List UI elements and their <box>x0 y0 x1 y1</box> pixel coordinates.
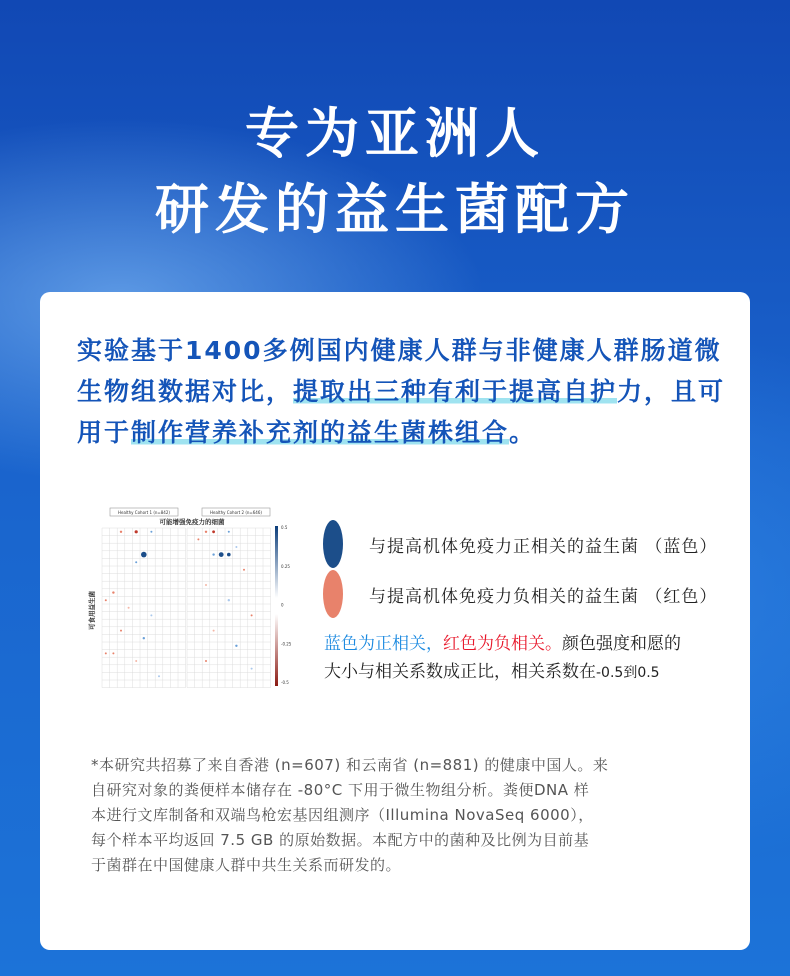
heatmap-svg <box>84 502 296 692</box>
intro-text-1: 实验基于1400多例国内健康人群与非健康人群肠道微生物组数据对比， <box>77 336 722 406</box>
intro-paragraph <box>77 330 727 453</box>
content-card <box>40 292 750 950</box>
color-note-red: 红色为负相关。 <box>443 634 562 654</box>
colorbar-tick-label: 0 <box>281 602 284 608</box>
heatmap-dot <box>251 614 253 616</box>
legend-positive <box>323 520 717 568</box>
colorbar-tick-label: -0.25 <box>281 641 292 647</box>
heatmap-dot <box>150 614 152 616</box>
heatmap-dot <box>112 591 114 593</box>
footnote-line-4: 每个样本平均返回 7.5 GB 的原始数据。本配方中的菌种及比例为目前基 <box>91 831 590 849</box>
heatmap-dot <box>135 561 137 563</box>
footnote-line-3: 本进行文库制备和双端鸟枪宏基因组测序（Illumina NovaSeq 6000）， <box>91 806 594 824</box>
heatmap-ylabel: 可食用益生菌 <box>88 591 96 630</box>
color-note-rest-1: 颜色强度和愿的 <box>562 634 681 654</box>
heatmap-dot <box>205 584 207 586</box>
color-note-rest-2: 大小与相关系数成正比，相关系数在 <box>324 662 596 682</box>
heatmap-dot <box>205 660 207 662</box>
heatmap-dot <box>213 630 215 632</box>
legend-negative-dot <box>323 570 343 618</box>
color-note-range: -0.5到0.5 <box>596 665 660 681</box>
heatmap-dot <box>227 553 231 557</box>
hero-title-line-2: 研发的益生菌配方 <box>155 178 635 241</box>
color-note-blue: 蓝色为正相关， <box>324 634 443 654</box>
heatmap-dot <box>120 630 122 632</box>
intro-text-3: 。 <box>509 418 537 447</box>
heatmap-dot <box>235 645 237 647</box>
legend-negative-text: 与提高机体免疫力负相关的益生菌 （红色） <box>369 586 718 607</box>
legend-negative <box>323 570 717 618</box>
panel-1-label: Healthy Cohort 1 (n=842) <box>118 510 170 515</box>
hero-title <box>0 96 790 248</box>
heatmap-dot <box>243 569 245 571</box>
intro-text-2: 力，且可用于 <box>77 377 726 447</box>
heatmap-dot <box>197 538 199 540</box>
legend-positive-text: 与提高机体免疫力正相关的益生菌 （蓝色） <box>369 536 718 557</box>
heatmap-dot <box>105 599 107 601</box>
heatmap-dot <box>205 531 207 533</box>
heatmap-dot <box>135 660 137 662</box>
footnote-line-5: 于菌群在中国健康人群中共生关系而研发的。 <box>91 856 402 874</box>
correlation-heatmap <box>84 502 296 692</box>
colorbar-tick-label: -0.5 <box>281 680 289 685</box>
heatmap-dot <box>235 546 237 548</box>
heatmap-dot <box>143 637 145 639</box>
heatmap-dot <box>219 552 224 557</box>
heatmap-panel-1 <box>102 528 186 688</box>
heatmap-dot <box>112 652 114 654</box>
color-note <box>324 630 724 687</box>
panel-2-label: Healthy Cohort 2 (n=646) <box>210 510 262 515</box>
footnote-line-1: *本研究共招募了来自香港 (n=607) 和云南省 (n=881) 的健康中国人。来 <box>91 756 609 774</box>
heatmap-panel-2 <box>187 528 271 688</box>
heatmap-dot <box>228 599 230 601</box>
colorbar <box>275 526 278 686</box>
heatmap-dot <box>141 552 147 558</box>
heatmap-dot <box>135 530 138 533</box>
heatmap-dot <box>105 652 107 654</box>
intro-highlight-2: 制作营养补充剂的益生菌株组合 <box>131 418 510 447</box>
colorbar-ticks <box>281 525 292 685</box>
hero-title-line-1: 专为亚洲人 <box>245 102 545 165</box>
heatmap-dot <box>228 531 230 533</box>
colorbar-tick-label: 0.25 <box>281 563 290 569</box>
heatmap-dot <box>158 675 160 677</box>
heatmap-dot <box>212 553 214 555</box>
study-footnote <box>91 753 701 878</box>
heatmap-dot <box>150 531 152 533</box>
heatmap-dot <box>251 668 253 670</box>
footnote-line-2: 自研究对象的粪便样本储存在 -80°C 下用于微生物组分析。粪便DNA 样 <box>91 781 590 799</box>
heatmap-dot <box>120 531 122 533</box>
colorbar-tick-label: 0.5 <box>281 525 288 530</box>
heatmap-dot <box>212 530 215 533</box>
intro-highlight-1: 提取出三种有利于提高自护 <box>293 377 618 406</box>
heatmap-title: 可能增强免疫力的细菌 <box>159 518 225 526</box>
heatmap-dot <box>128 607 130 609</box>
legend-positive-dot <box>323 520 343 568</box>
